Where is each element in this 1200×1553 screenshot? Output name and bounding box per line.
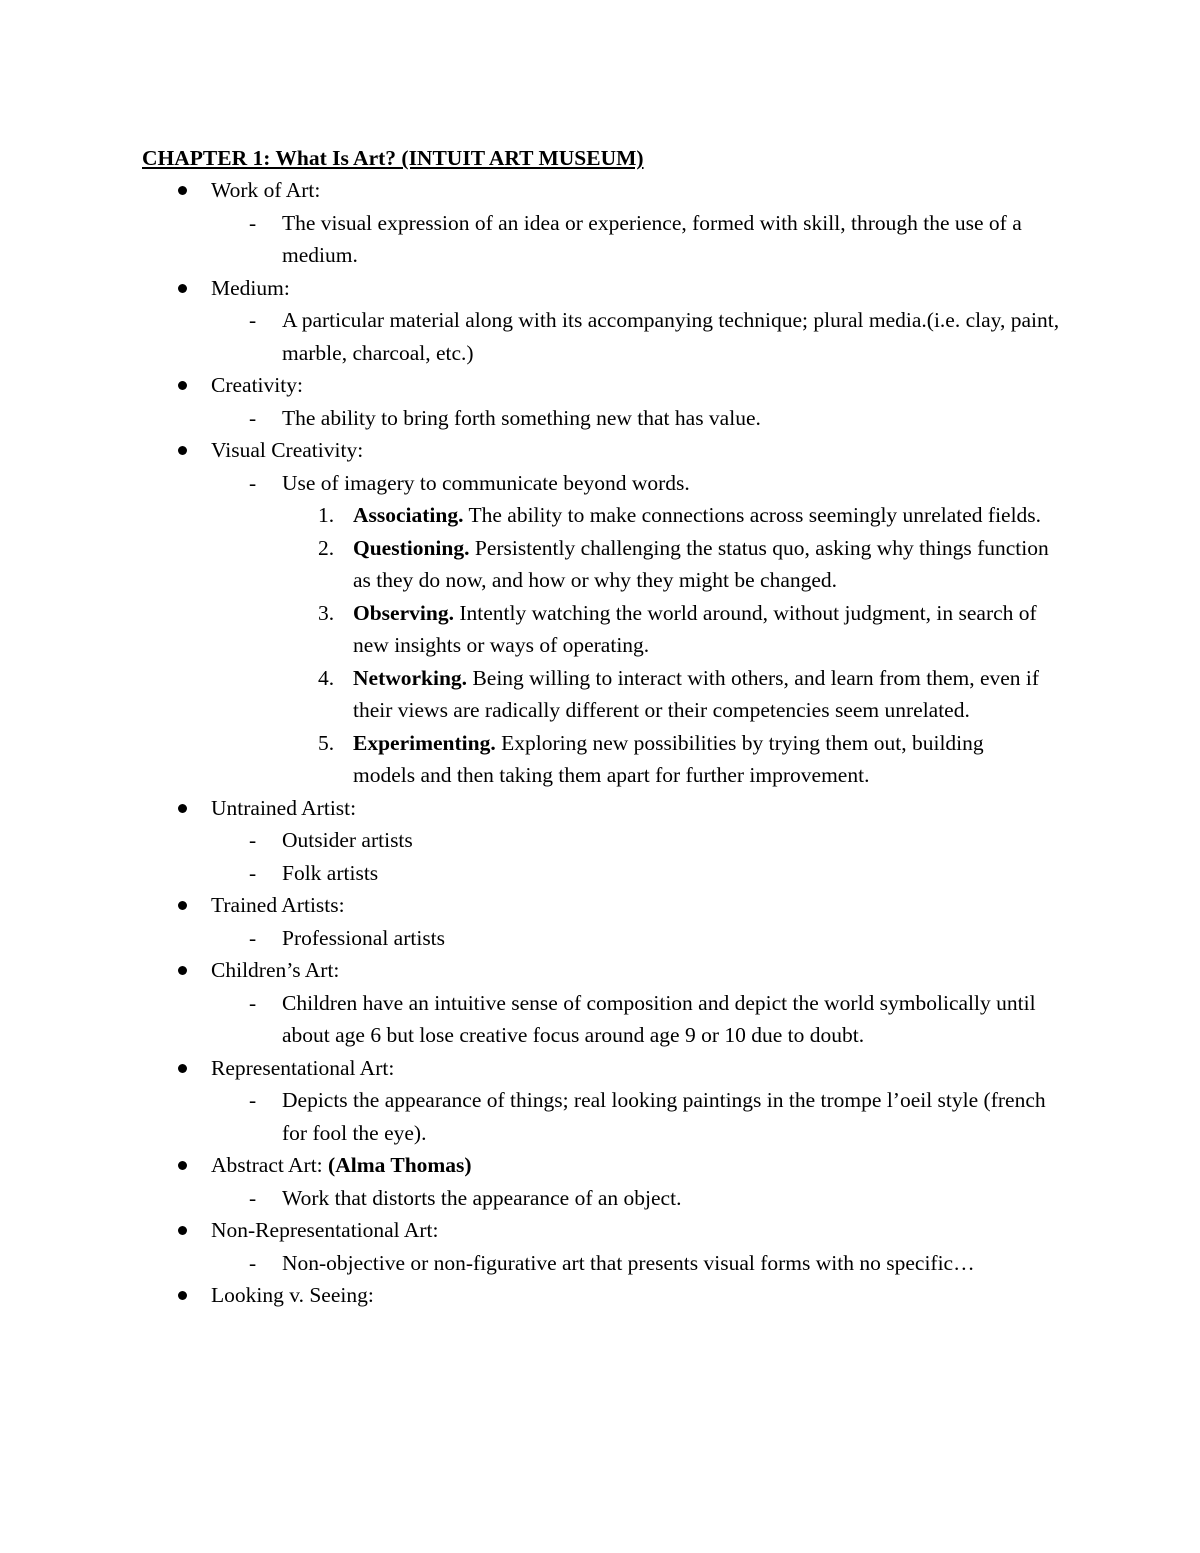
dash-marker-icon: - <box>249 990 257 1015</box>
dash-marker-icon: - <box>249 1185 257 1210</box>
outline-bullet-item <box>0 1279 1200 1312</box>
sub-item <box>0 857 1200 890</box>
dash-marker-icon: - <box>249 1250 257 1275</box>
dash-marker-icon: - <box>249 925 257 950</box>
bullet-icon <box>178 804 187 813</box>
bullet-heading: Trained Artists: <box>211 893 345 917</box>
bullet-heading: Medium: <box>211 275 290 300</box>
numbered-item <box>0 727 1200 792</box>
numbered-item-term: Observing. <box>353 600 454 625</box>
sub-item <box>0 402 1200 435</box>
dash-marker-icon: - <box>249 860 257 885</box>
bullet-icon <box>178 1291 187 1300</box>
bullet-heading: Children’s Art: <box>211 958 340 982</box>
outline-bullet-item <box>0 889 1200 922</box>
sub-item <box>0 824 1200 857</box>
numbered-item <box>0 532 1200 597</box>
bullet-heading: Non-Representational Art: <box>211 1218 439 1242</box>
sub-item-text: Folk artists <box>282 860 379 885</box>
bullet-icon <box>178 1226 187 1235</box>
bullet-icon <box>178 284 187 293</box>
numbered-item <box>0 499 1200 532</box>
numbered-item-text: Persistently challenging the status quo, asking why things function as they do now, and how or why they might be changed. <box>353 535 1049 592</box>
bullet-icon <box>178 966 187 975</box>
numbered-item-text: The ability to make connections across seemingly unrelated fields. <box>463 503 1042 527</box>
numbered-item-number: 2. <box>318 535 335 560</box>
chapter-title: CHAPTER 1: What Is Art? (INTUIT ART MUSEUM) <box>142 146 644 170</box>
outline-bullet-item <box>0 792 1200 825</box>
sub-item <box>0 467 1200 500</box>
outline-bullet-item <box>0 1052 1200 1085</box>
dash-marker-icon: - <box>249 308 257 332</box>
dash-marker-icon: - <box>249 210 257 235</box>
bullet-heading: Creativity: <box>211 373 303 397</box>
sub-item <box>0 922 1200 955</box>
bullet-icon <box>178 1161 187 1170</box>
sub-item <box>0 987 1200 1052</box>
bullet-heading-bold-note: (Alma Thomas) <box>322 1153 472 1177</box>
dash-marker-icon: - <box>249 828 257 852</box>
sub-item-text: The ability to bring forth something new that has value. <box>282 405 761 430</box>
dash-marker-icon: - <box>249 405 257 430</box>
bullet-heading: Abstract Art: <box>211 1153 323 1177</box>
numbered-item-number: 4. <box>318 665 335 690</box>
outline-bullet-item <box>0 434 1200 467</box>
dash-marker-icon: - <box>249 470 257 495</box>
dash-marker-icon: - <box>249 1088 257 1112</box>
numbered-item-term: Experimenting. <box>353 730 496 755</box>
outline-bullet-item <box>0 369 1200 402</box>
sub-item-text: Use of imagery to communicate beyond words. <box>282 470 690 495</box>
outline-bullet-item <box>0 272 1200 305</box>
numbered-item-text: Intently watching the world around, without judgment, in search of new insights or ways of operating. <box>353 600 1037 657</box>
sub-item <box>0 207 1200 272</box>
numbered-item-term: Associating. <box>353 503 464 527</box>
sub-item-text: A particular material along with its accompanying technique; plural media.(i.e. clay, paint, marble, charcoal, etc.) <box>282 308 1060 365</box>
sub-item-text: Professional artists <box>282 925 446 950</box>
sub-item-text: Children have an intuitive sense of composition and depict the world symbolically until about age 6 but lose creative focus around age 9 or 10 due to doubt. <box>282 990 1036 1047</box>
sub-item-text: Depicts the appearance of things; real looking paintings in the trompe l’oeil style (french for fool the eye). <box>282 1088 1046 1145</box>
numbered-item-number: 1. <box>318 503 335 527</box>
numbered-item-number: 3. <box>318 600 335 625</box>
bullet-heading: Representational Art: <box>211 1055 395 1080</box>
bullet-heading: Visual Creativity: <box>211 438 364 462</box>
sub-item-text: Non-objective or non-figurative art that presents visual forms with no specific… <box>282 1250 975 1275</box>
outline-bullet-item <box>0 954 1200 987</box>
numbered-item-term: Questioning. <box>353 535 470 560</box>
bullet-heading: Untrained Artist: <box>211 795 357 820</box>
sub-item <box>0 1182 1200 1215</box>
numbered-item-number: 5. <box>318 730 335 755</box>
outline-bullet-item <box>0 1149 1200 1182</box>
sub-item <box>0 1247 1200 1280</box>
sub-item-text: Outsider artists <box>282 828 413 852</box>
sub-item-text: The visual expression of an idea or experience, formed with skill, through the use of a medium. <box>282 210 1022 267</box>
bullet-icon <box>178 186 187 195</box>
bullet-icon <box>178 1064 187 1073</box>
bullet-icon <box>178 901 187 910</box>
notes-outline <box>0 174 1200 1312</box>
numbered-item <box>0 662 1200 727</box>
numbered-item-text: Being willing to interact with others, and learn from them, even if their views are radically different or their competencies seem unrelated. <box>353 665 1040 722</box>
sub-item-text: Work that distorts the appearance of an object. <box>282 1185 682 1210</box>
sub-item <box>0 304 1200 369</box>
bullet-icon <box>178 446 187 455</box>
outline-bullet-item <box>0 174 1200 207</box>
numbered-item-text: Exploring new possibilities by trying them out, building models and then taking them apart for further improvement. <box>353 730 984 787</box>
sub-item <box>0 1084 1200 1149</box>
numbered-item-term: Networking. <box>353 665 468 690</box>
outline-bullet-item <box>0 1214 1200 1247</box>
bullet-heading: Work of Art: <box>211 178 321 202</box>
bullet-heading: Looking v. Seeing: <box>211 1283 374 1307</box>
bullet-icon <box>178 381 187 390</box>
numbered-item <box>0 597 1200 662</box>
